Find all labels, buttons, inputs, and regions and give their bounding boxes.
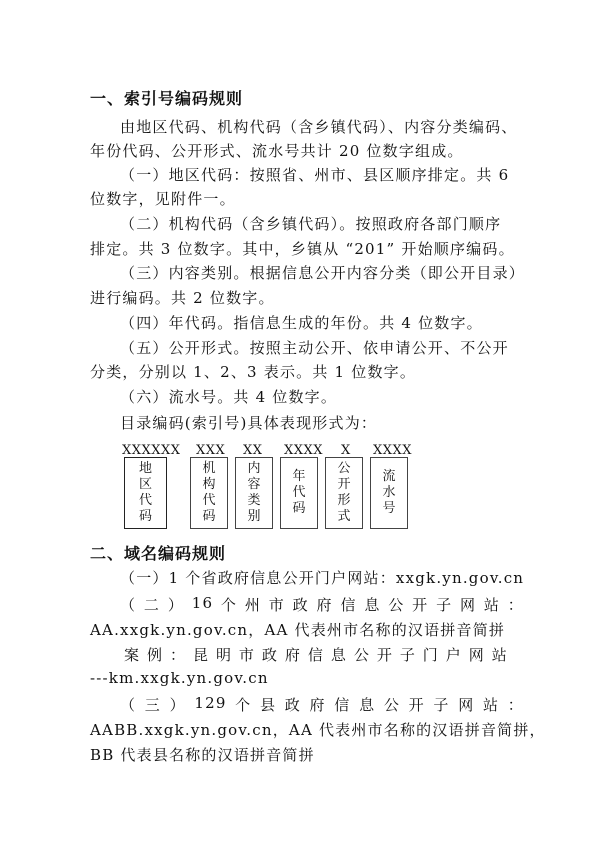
word: 府: [284, 646, 302, 664]
word: 市: [268, 596, 285, 614]
word: 站: [483, 596, 501, 614]
word: 个: [235, 696, 252, 714]
word: 府: [316, 596, 333, 614]
word: 129: [194, 694, 227, 712]
word: 明: [215, 646, 233, 664]
box-year-char: 码: [292, 501, 306, 516]
word: 网: [458, 696, 475, 714]
code-year: XXXX: [284, 443, 324, 458]
word: 门: [422, 646, 439, 664]
word: ：: [169, 646, 187, 664]
word: 子: [436, 596, 453, 614]
box-year: [280, 457, 318, 529]
box-form-char: 式: [337, 509, 351, 524]
item1-line-2: 位数字，见附件一。: [90, 190, 236, 208]
box-region-char: 区: [138, 477, 152, 492]
word: 开: [412, 596, 429, 614]
word: ）: [167, 596, 185, 614]
item6-line: （六）流水号。共 4 位数字。: [120, 388, 338, 406]
domain-item2-line-1: [120, 594, 524, 615]
word: 例: [146, 646, 164, 664]
box-serial-char: 流: [382, 469, 396, 484]
item3-line-2: 进行编码。共 2 位数字。: [90, 289, 275, 307]
word: 息: [330, 646, 348, 664]
box-agency-char: 机: [202, 461, 216, 476]
word: 市: [238, 646, 256, 664]
word: 开: [408, 696, 425, 714]
box-form-char: 开: [337, 477, 351, 492]
word: 信: [307, 646, 325, 664]
word: ）: [169, 696, 186, 714]
box-serial-char: 水: [382, 485, 396, 500]
word: 案: [124, 646, 141, 664]
domain-item1-line: （一）1 个省政府信息公开门户网站：xxgk.yn.gov.cn: [120, 569, 525, 587]
word: 网: [468, 646, 485, 664]
domain-example-line-2: ---km.xxgk.yn.gov.cn: [90, 669, 269, 687]
word: 站: [482, 696, 500, 714]
box-year-char: 代: [292, 485, 306, 500]
item5-line-2: 分类，分别以 1、2、3 表示。共 1 位数字。: [90, 363, 417, 381]
word: 县: [259, 696, 277, 714]
domain-item3-line-2: AABB.xxgk.yn.gov.cn，AA 代表州市名称的汉语拼音简拼，: [90, 721, 546, 739]
word: 网: [459, 596, 477, 614]
word: 州: [244, 596, 262, 614]
word: 站: [491, 646, 508, 664]
box-category-char: 类: [247, 493, 261, 508]
word: 政: [284, 696, 301, 714]
item2-line-2: 排定。共 3 位数字。其中，乡镇从 “201” 开始顺序编码。: [90, 240, 515, 258]
box-form-char: 公: [337, 461, 351, 476]
word: 府: [309, 696, 326, 714]
word: ：: [507, 596, 524, 614]
word: 息: [359, 696, 376, 714]
box-agency-char: 码: [202, 509, 216, 524]
format-line: 目录编码(索引号)具体表现形式为：: [120, 414, 378, 432]
code-region: XXXXXX: [122, 443, 181, 458]
box-region-char: 代: [138, 493, 152, 508]
code-form: X: [341, 443, 351, 458]
section1-heading: 一、索引号编码规则: [90, 89, 244, 108]
word: 信: [334, 696, 351, 714]
item1-line-1: （一）地区代码：按照省、州市、县区顺序排定。共 6: [120, 166, 510, 184]
word: 昆: [192, 646, 210, 664]
box-region-char: 地: [138, 461, 152, 476]
box-agency-char: 构: [202, 477, 216, 492]
box-category: [235, 457, 273, 529]
intro-line-2: 年份代码、公开形式、流水号共计 20 位数字组成。: [90, 142, 464, 160]
box-serial: [370, 457, 408, 529]
word: 个: [220, 596, 238, 614]
word: 户: [445, 646, 462, 664]
item5-line-1: （五）公开形式。按照主动公开、依申请公开、不公开: [120, 339, 509, 357]
word: （: [120, 596, 137, 614]
word: 信: [340, 596, 357, 614]
word: （: [120, 696, 137, 714]
box-region-char: 码: [138, 509, 152, 524]
code-serial: XXXX: [373, 443, 413, 458]
domain-item3-line-3: BB 代表县名称的汉语拼音简拼: [90, 746, 315, 764]
box-category-char: 内: [247, 461, 261, 476]
word: 子: [399, 646, 417, 664]
word: 公: [388, 596, 405, 614]
word: 子: [433, 696, 450, 714]
word: 政: [261, 646, 279, 664]
word: 公: [353, 646, 371, 664]
box-category-char: 别: [247, 509, 261, 524]
word: 开: [376, 646, 394, 664]
word: ：: [507, 696, 524, 714]
domain-example-line-1: [124, 644, 508, 665]
item2-line-1: （二）机构代码（含乡镇代码）。按照政府各部门顺序: [120, 215, 502, 233]
item3-line-1: （三）内容类别。根据信息公开内容分类（即公开目录）: [120, 264, 526, 282]
word: 政: [292, 596, 309, 614]
box-region: [124, 457, 167, 529]
box-category-char: 容: [247, 477, 261, 492]
word: 二: [143, 596, 161, 614]
word: 息: [364, 596, 381, 614]
box-year-char: 年: [292, 469, 306, 484]
word: 三: [144, 696, 161, 714]
box-agency-char: 代: [202, 493, 216, 508]
section2-heading: 二、域名编码规则: [90, 544, 227, 563]
item4-line: （四）年代码。指信息生成的年份。共 4 位数字。: [120, 314, 483, 332]
word: 16: [191, 594, 214, 612]
box-form-char: 形: [337, 493, 351, 508]
box-agency: [190, 457, 228, 529]
domain-item2-line-2: AA.xxgk.yn.gov.cn，AA 代表州市名称的汉语拼音简拼: [90, 621, 506, 639]
box-form: [325, 457, 363, 529]
code-category: XX: [243, 443, 263, 458]
intro-line-1: 由地区代码、机构代码（含乡镇代码）、内容分类编码、: [120, 118, 518, 136]
domain-item3-line-1: [120, 694, 524, 715]
word: 公: [383, 696, 401, 714]
box-serial-char: 号: [382, 501, 396, 516]
code-agency: XXX: [196, 443, 226, 458]
